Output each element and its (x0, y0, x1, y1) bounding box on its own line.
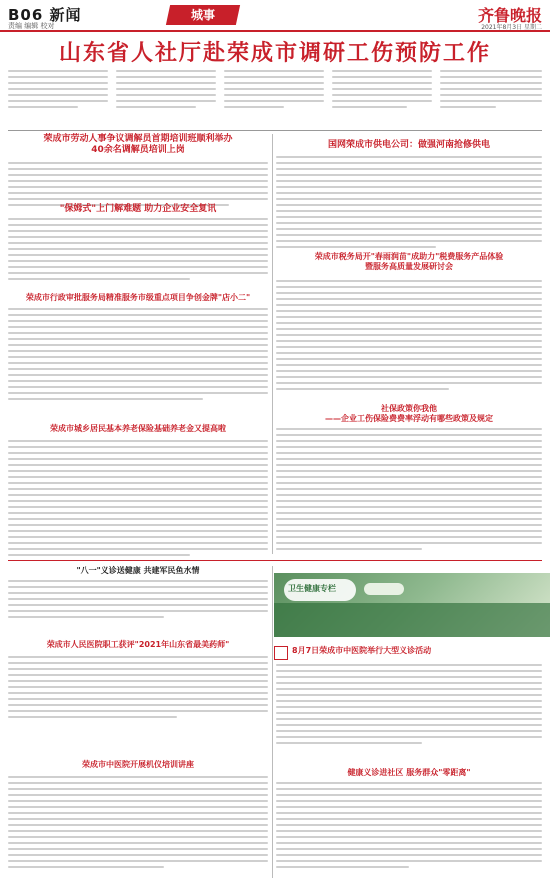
banner-stripe (274, 603, 550, 637)
page-number: B06 新闻 (8, 6, 82, 24)
article-title-7: 荣成市城乡居民基本养老保险基础养老金又提高啦 (50, 424, 226, 433)
article-body-4 (276, 280, 542, 394)
rule-2 (8, 560, 542, 561)
issue-date: 2021年8月3日 星期二 (481, 24, 542, 31)
article-body-2 (276, 156, 542, 252)
article-title-12: 荣成市中医院开展机仪培训讲座 (82, 760, 194, 769)
article-body-7 (8, 440, 268, 560)
article-title-3: "保姆式"上门解难题 助力企业安全复讯 (59, 204, 217, 214)
article-body-12 (8, 776, 268, 872)
lead-col-5 (440, 70, 542, 112)
article-body-1 (8, 162, 268, 210)
article-title-6: 社保政策你我他 ——企业工伤保险费费率浮动有哪些政策及规定 (325, 404, 493, 423)
article-marker-9 (274, 646, 288, 660)
article-body-10 (8, 656, 268, 722)
lead-col-2 (116, 70, 216, 112)
health-column-banner (274, 573, 550, 637)
article-title-11: 健康义诊进社区 服务群众"零距离" (347, 768, 471, 777)
section-tag: 城事 (166, 5, 240, 25)
article-body-3 (8, 218, 268, 284)
article-title-4: 荣成市税务局开"春雨润苗"成助力"税费服务产品体验 暨服务高质量发展研讨会 (314, 252, 504, 271)
article-body-9 (276, 664, 542, 748)
vrule-bottom (272, 566, 273, 878)
article-body-5 (8, 308, 268, 404)
editor-line: 责编 编辑 校对 (8, 22, 55, 30)
banner-pill (364, 583, 404, 595)
lead-col-3 (224, 70, 324, 112)
newspaper-logo: 齐鲁晚报 (477, 6, 542, 25)
article-title-10: 荣成市人民医院职工获评"2021年山东省最美药师" (46, 640, 230, 649)
vrule-main (272, 134, 273, 554)
main-headline: 山东省人社厅赴荣成市调研工伤预防工作 (58, 41, 491, 66)
banner-caption: 卫生健康专栏 (288, 584, 336, 593)
article-body-8 (8, 580, 268, 622)
article-body-6 (276, 428, 542, 554)
article-title-1: 荣成市劳动人事争议调解员首期培训班顺利举办 40余名调解员培训上岗 (43, 134, 233, 156)
article-title-8: "八一"义诊送健康 共建军民鱼水情 (76, 566, 200, 575)
article-title-9: 8月7日荣成市中医院举行大型义诊活动 (292, 646, 432, 655)
article-body-11 (276, 782, 542, 872)
article-title-5: 荣成市行政审批服务局精准服务市级重点项目争创金牌"店小二" (25, 293, 251, 302)
article-title-2: 国网荣成市供电公司：做强河南抢修供电 (327, 140, 490, 150)
rule-1 (8, 130, 542, 131)
masthead (0, 0, 550, 32)
lead-col-1 (8, 70, 108, 112)
lead-body (8, 70, 542, 126)
lead-col-4 (332, 70, 432, 112)
